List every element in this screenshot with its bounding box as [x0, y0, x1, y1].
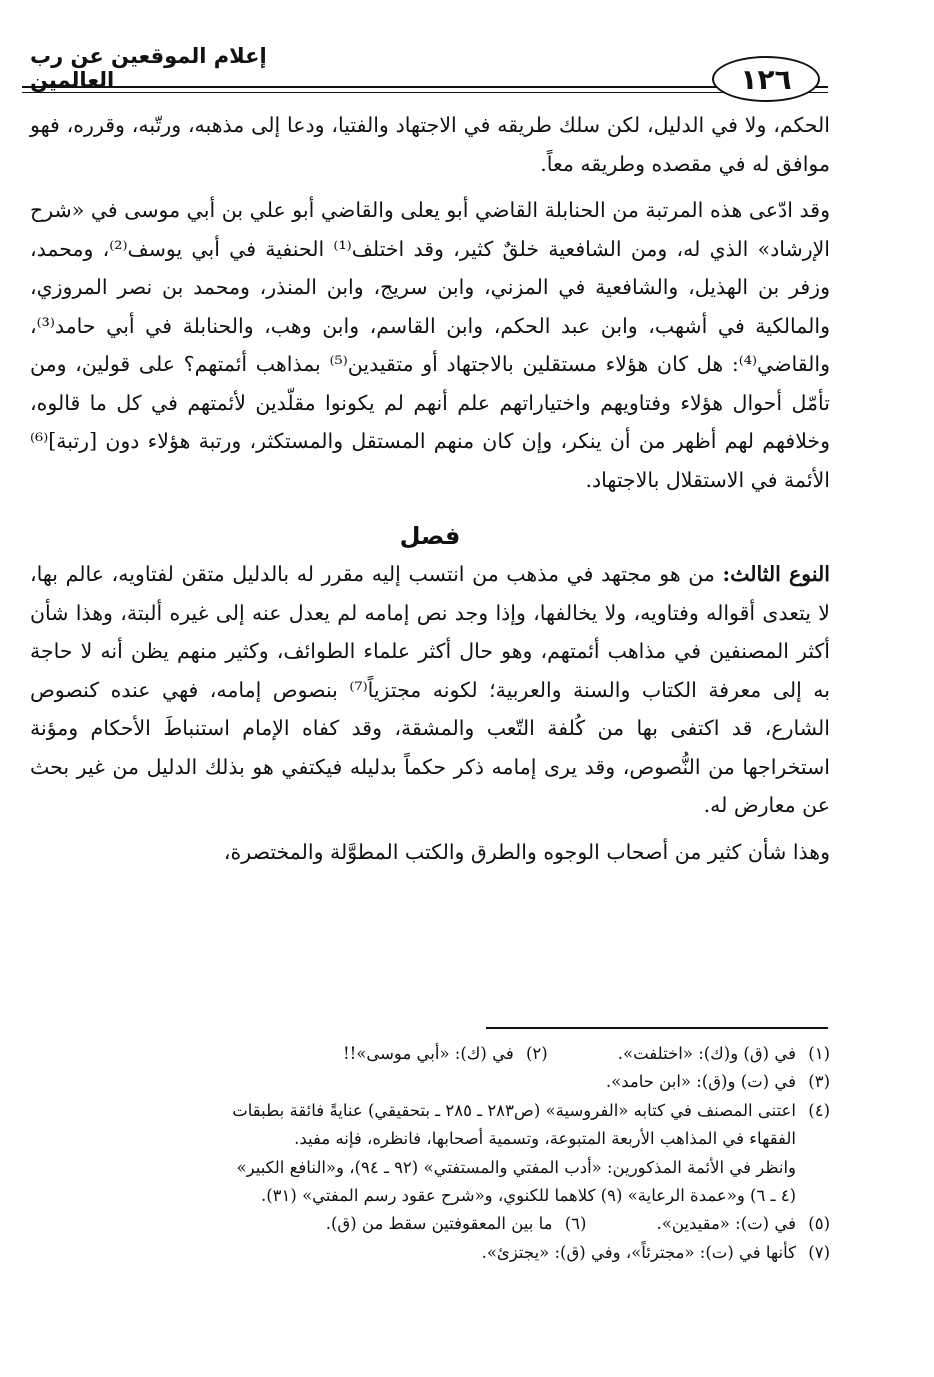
page-number-badge: ١٢٦ [712, 56, 820, 102]
paragraph-2: وقد ادّعى هذه المرتبة من الحنابلة القاضي أبو يعلى والقاضي أبو علي بن أبي موسى في «شرح الإرشاد» الذي له، ومن الشافعية خلقٌ كثير، وقد اختلف⁽¹⁾ الحنفية في أبي يوسف⁽²⁾، ومحمد، وزفر بن الهذيل، والشافعية في المزني، وابن سريج، وابن المنذر، ومحمد بن نصر المروزي، والمالكية في أشهب، وابن عبد الحكم، وابن القاسم، وابن وهب، والحنابلة في أبي حامد⁽³⁾، والقاضي⁽⁴⁾: هل كان هؤلاء مستقلين بالاجتهاد أو متقيدين⁽⁵⁾ بمذاهب أئمتهم؟ على قولين، ومن تأمّل أحوال هؤلاء وفتاويهم واختياراتهم علم أنهم لم يكونوا مقلّدين لأئمتهم في كل ما قالوه، وخلافهم لهم أظهر من أن ينكر، وإن كان منهم المستقل والمستكثر، ورتبة هؤلاء دون [رتبة]⁽⁶⁾ الأئمة في الاستقلال بالاجتهاد. [30, 198, 830, 492]
section-paragraph: من هو مجتهد في مذهب من انتسب إليه مقرر له بالدليل متقن لفتاويه، عالم بها، لا يتعدى أقواله وفتاويه، ولا يخالفها، وإذا وجد نص إمامه لم يعدل عنه إلى غيره ألبتة، وهذا شأن أكثر المصنفين في مذاهب أئمتهم، وهو حال أكثر علماء الطوائف، وكثير منهم يظن أنه لا حاجة به إلى معرفة الكتاب والسنة والعربية؛ لكونه مجتزياً⁽⁷⁾ بنصوص إمامه، فهي عنده كنصوص الشارع، قد اكتفى بها من كُلفة التّعب والمشقة، وقد كفاه الإمام استنباطَ الأحكام ومؤنة استخراجها من النُّصوص، وقد يرى إمامه ذكر حكماً بدليله فيكتفي هو بذلك الدليل من غير بحث عن معارض له. [30, 562, 830, 817]
header-rule-thin [22, 92, 828, 93]
paragraph-3 [30, 555, 830, 825]
main-text [30, 106, 830, 871]
footnote-continuation: (٤ ـ ٦) و«عمدة الرعاية» (٩) كلاهما للكنوي، و«شرح عقود رسم المفتي» (٣١). [260, 1186, 796, 1206]
footnote-continuation: وانظر في الأئمة المذكورين: «أدب المفتي والمستفتي» (٩٢ ـ ٩٤)، و«النافع الكبير» [236, 1157, 796, 1177]
footnote-number: (٣) [808, 1072, 830, 1092]
footnote-line-5-6 [40, 1210, 830, 1238]
section-lead: النوع الثالث: [722, 562, 830, 586]
paragraph-4: وهذا شأن كثير من أصحاب الوجوه والطرق والكتب المطوَّلة والمختصرة، [223, 839, 830, 864]
footnote-number: (١) [808, 1044, 830, 1063]
footnote-number: (٥) [808, 1214, 830, 1234]
footnote-text: ما بين المعقوفتين سقط من (ق). [325, 1214, 553, 1234]
footnote-text: في (ق) و(ك): «اختلفت». [617, 1044, 796, 1063]
footnote-text: في (ت) و(ق): «ابن حامد». [605, 1072, 796, 1092]
footnote-text: في (ك): «أبي موسى»!! [343, 1044, 514, 1063]
footnote-rule [486, 1027, 828, 1029]
footnote-line-3 [40, 1068, 830, 1096]
footnote-text: اعتنى المصنف في كتابه «الفروسية» (ص٢٨٣ ـ ٢٨٥ ـ بتحقيقي) عنايةً فائقة بطبقات [232, 1100, 796, 1120]
footnote-number: (٦) [564, 1214, 587, 1234]
footnote-number: (٧) [808, 1242, 830, 1262]
footnote-line-4 [40, 1097, 830, 1125]
footnote-line-7 [40, 1239, 830, 1267]
section-heading: فصل [399, 522, 461, 550]
paragraph-1: الحكم، ولا في الدليل، لكن سلك طريقه في الاجتهاد والفتيا، ودعا إلى مذهبه، ورتّبه، وقرره، فهو موافق له في مقصده وطريقه معاً. [30, 113, 830, 176]
footnote-text: كأنها في (ت): «مجترئاً»، وفي (ق): «يجتزئ». [481, 1242, 796, 1262]
footnote-text: في (ت): «مقيدين». [656, 1214, 796, 1234]
footnote-number: (٤) [808, 1100, 830, 1120]
footnote-line-1-2 [40, 1040, 830, 1068]
running-title: إعلام الموقعين عن رب العالمين [30, 44, 267, 92]
header-rule [22, 86, 828, 88]
footnote-number: (٢) [525, 1044, 548, 1063]
footnote-continuation: الفقهاء في المذاهب الأربعة المتبوعة، وتسمية أصحابها، فانظره، فإنه مفيد. [294, 1129, 796, 1149]
footnotes [40, 1040, 830, 1267]
